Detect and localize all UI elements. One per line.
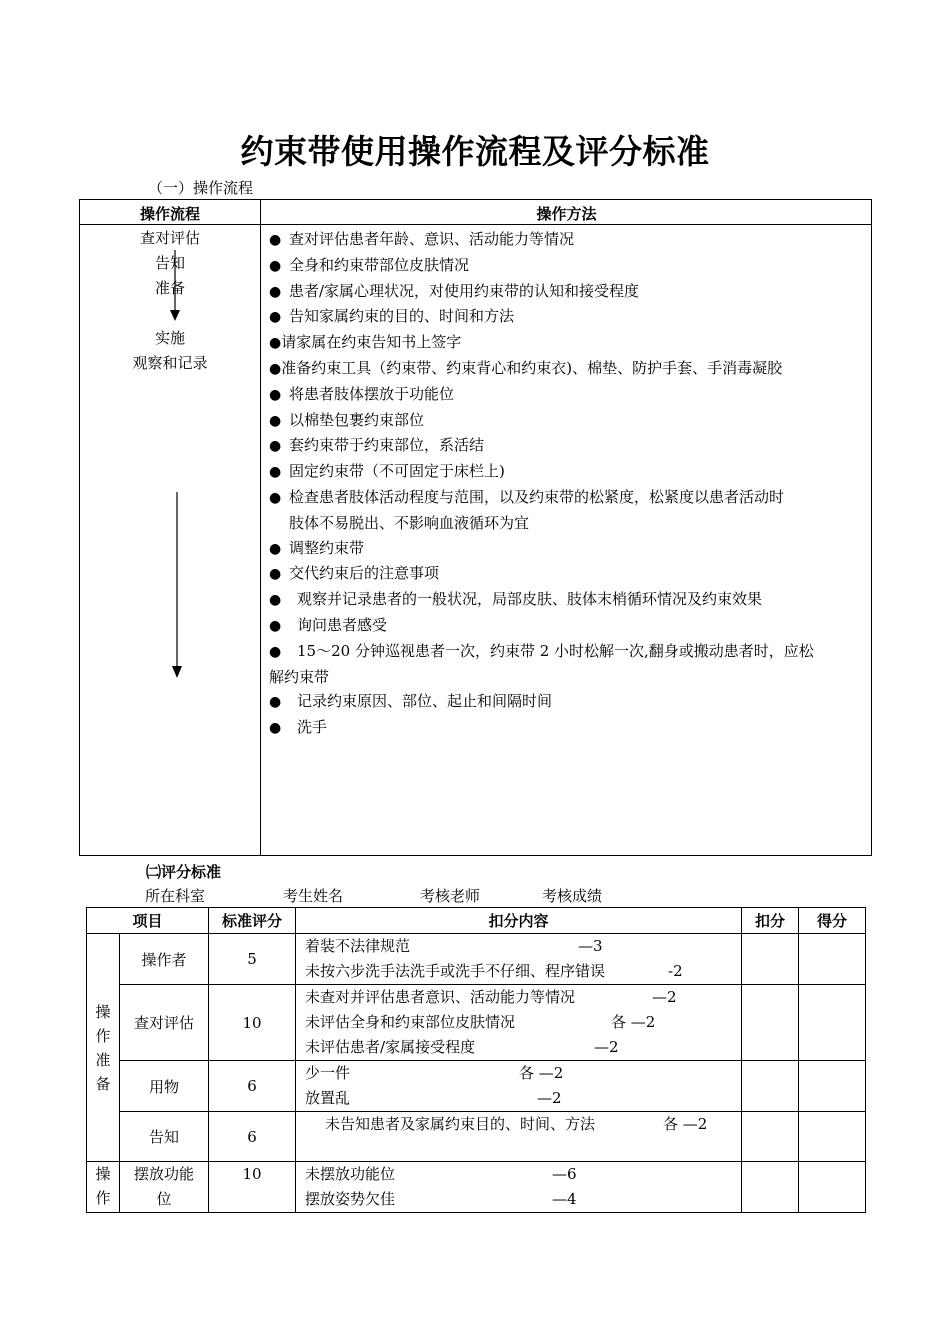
header-score: 得分	[799, 908, 866, 934]
table-row	[87, 1162, 866, 1213]
method-item-continued: 解约束带	[269, 667, 330, 686]
standard-score-cell: 6	[209, 1061, 296, 1112]
method-item: ● 患者/家属心理状况，对使用约束带的认知和接受程度	[269, 279, 865, 305]
deduction-input[interactable]	[742, 1162, 799, 1213]
deduction-content-cell: 未告知患者及家属约束目的、时间、方法 各 —2	[296, 1112, 742, 1162]
info-examinee: 考生姓名	[283, 887, 344, 905]
section-1-label: （一）操作流程	[148, 179, 254, 197]
header-deduction: 扣分	[742, 908, 799, 934]
header-standard: 标准评分	[209, 908, 296, 934]
method-item: ● 交代约束后的注意事项	[269, 561, 865, 587]
score-input[interactable]	[799, 1162, 866, 1213]
method-item: ● 以棉垫包裹约束部位	[269, 408, 865, 434]
method-item: ●准备约束工具（约束带、约束背心和约束衣)、棉垫、防护手套、手消毒凝胶	[269, 358, 783, 377]
score-input[interactable]	[799, 985, 866, 1061]
deduction-input[interactable]	[742, 1112, 799, 1162]
bullet-icon: ●	[269, 412, 282, 429]
bullet-icon: ●	[269, 438, 282, 455]
item-cell: 告知	[120, 1112, 209, 1162]
method-item: ● 15～20 分钟巡视患者一次，约束带 2 小时松解一次,翻身或搬动患者时，应松	[269, 639, 865, 665]
method-item: ● 观察并记录患者的一般状况，局部皮肤、肢体末梢循环情况及约束效果	[269, 587, 865, 613]
score-input[interactable]	[799, 934, 866, 985]
info-department: 所在科室	[145, 887, 206, 905]
flow-step: 准备	[154, 279, 185, 297]
method-item: ● 告知家属约束的目的、时间和方法	[269, 304, 865, 330]
method-item-continued: 肢体不易脱出、不影响血液循环为宜	[289, 513, 530, 532]
bullet-icon: ●	[269, 257, 282, 274]
page-title: 约束带使用操作流程及评分标准	[240, 132, 710, 171]
deduction-input[interactable]	[742, 934, 799, 985]
table-row	[87, 1112, 866, 1162]
item-cell: 查对评估	[120, 985, 209, 1061]
header-divider	[80, 224, 871, 225]
item-cell: 摆放功能位	[120, 1162, 209, 1213]
flow-arrow-long-icon	[167, 492, 187, 682]
method-col-header: 操作方法	[536, 205, 597, 223]
header-item: 项目	[87, 908, 209, 934]
section-2-label: ㈡评分标准	[146, 863, 222, 881]
score-input[interactable]	[799, 1061, 866, 1112]
score-input[interactable]	[799, 1112, 866, 1162]
flow-col-header: 操作流程	[139, 205, 200, 223]
method-item: ● 询问患者感受	[269, 613, 865, 639]
bullet-icon: ●	[269, 232, 282, 248]
deduction-content-cell: 少一件 各 —2 放置乱 —2	[296, 1061, 742, 1112]
header-deduction-content: 扣分内容	[296, 908, 742, 934]
table-row	[87, 934, 866, 985]
flow-step: 实施	[154, 329, 185, 347]
bullet-icon: ●	[269, 335, 282, 352]
standard-score-cell: 10	[209, 985, 296, 1061]
method-item: ● 查对评估患者年龄、意识、活动能力等情况	[269, 227, 865, 253]
bullet-icon: ●	[269, 386, 282, 403]
info-result: 考核成绩	[542, 887, 603, 905]
bullet-icon: ●	[269, 643, 282, 660]
method-item: ● 套约束带于约束部位，系活结	[269, 433, 865, 459]
method-list	[269, 227, 865, 741]
deduction-content-cell: 着装不法律规范 —3 未按六步洗手法洗手或洗手不仔细、程序错误 -2	[296, 934, 742, 985]
table-row	[87, 1061, 866, 1112]
standard-score-cell: 5	[209, 934, 296, 985]
method-item: ● 将患者肢体摆放于功能位	[269, 382, 865, 408]
flow-step: 告知	[154, 254, 185, 272]
bullet-icon: ●	[269, 309, 282, 326]
bullet-icon: ●	[269, 464, 282, 481]
item-cell: 用物	[120, 1061, 209, 1112]
bullet-icon: ●	[269, 540, 282, 557]
method-item: ● 检查患者肢体活动程度与范围，以及约束带的松紧度，松紧度以患者活动时	[269, 485, 865, 511]
deduction-content-cell: 未查对并评估患者意识、活动能力等情况 —2 未评估全身和约束部位皮肤情况 各 —2 未评估患者/家属接受程度 —2	[296, 985, 742, 1061]
bullet-icon: ●	[269, 617, 282, 634]
standard-score-cell: 6	[209, 1112, 296, 1162]
bullet-icon: ●	[269, 360, 282, 377]
method-item: ● 记录约束原因、部位、起止和间隔时间	[269, 689, 865, 715]
method-item: ● 全身和约束带部位皮肤情况	[269, 253, 865, 279]
table-header-row	[87, 908, 866, 934]
method-item: ● 洗手	[269, 715, 865, 741]
deduction-input[interactable]	[742, 1061, 799, 1112]
standard-score-cell: 10	[209, 1162, 296, 1213]
score-table	[86, 907, 866, 1213]
deduction-input[interactable]	[742, 985, 799, 1061]
method-item: ● 固定约束带（不可固定于床栏上)	[269, 459, 865, 485]
info-examiner: 考核老师	[420, 887, 481, 905]
flow-step: 查对评估	[139, 229, 200, 247]
bullet-icon: ●	[269, 720, 282, 737]
flow-arrow-short-icon	[165, 250, 185, 325]
group-label: 操作	[87, 1162, 120, 1213]
item-cell: 操作者	[120, 934, 209, 985]
deduction-content-cell: 未摆放功能位 —6 摆放姿势欠佳 —4	[296, 1162, 742, 1213]
method-item: ● 调整约束带	[269, 536, 865, 562]
flow-step: 观察和记录	[132, 354, 208, 372]
group-label: 操作准备	[87, 934, 120, 1162]
bullet-icon: ●	[269, 694, 282, 711]
flow-table	[79, 199, 872, 856]
bullet-icon: ●	[269, 283, 282, 300]
method-item: ●请家属在约束告知书上签字	[269, 333, 462, 352]
bullet-icon: ●	[269, 489, 282, 506]
table-row	[87, 985, 866, 1061]
bullet-icon: ●	[269, 566, 282, 583]
bullet-icon: ●	[269, 592, 282, 609]
column-divider	[260, 200, 261, 855]
